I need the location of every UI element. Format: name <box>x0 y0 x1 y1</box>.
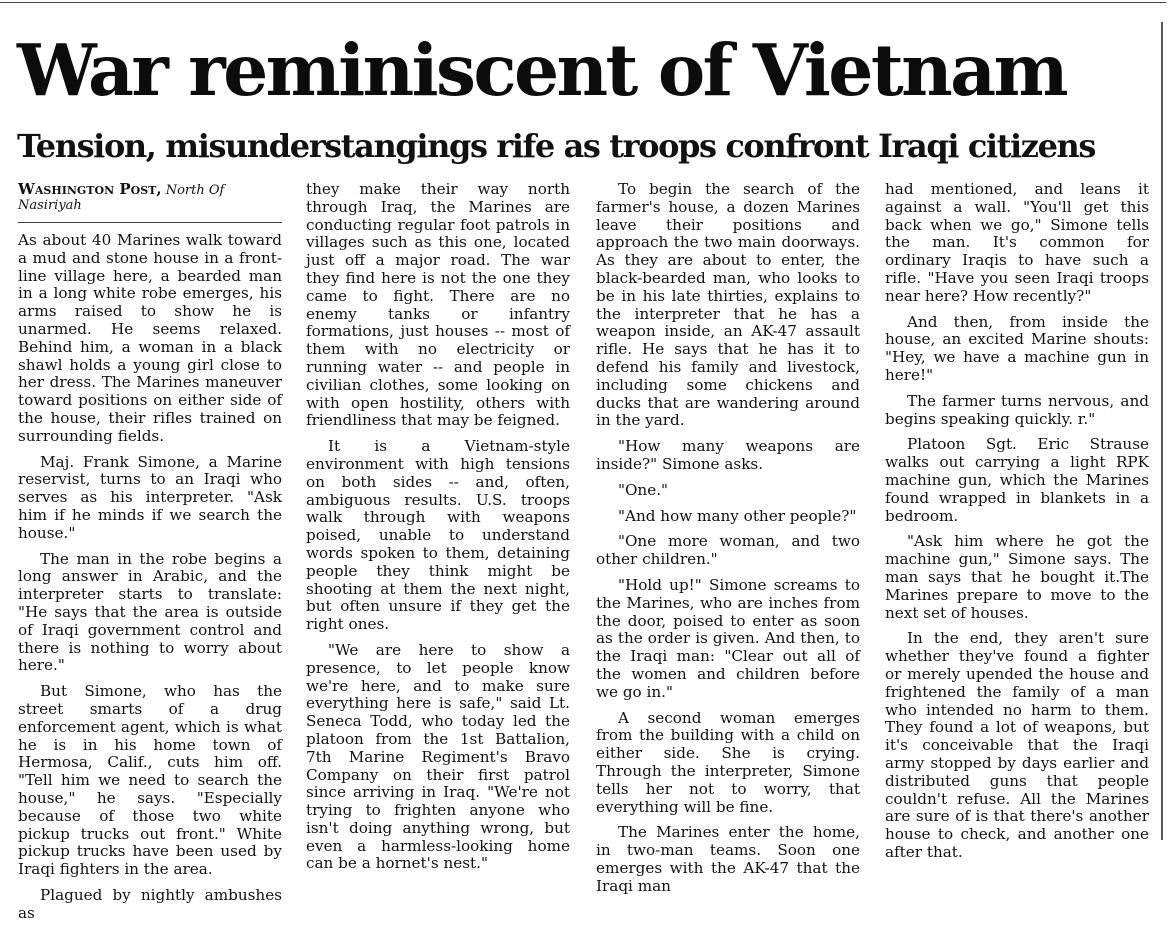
article-column-4 <box>885 181 1149 870</box>
paragraph: To begin the search of the farmer's house, a dozen Marines leave their positions and approach the two main doorways. As they are about to enter, the black-bearded man, who looks to be in his late thirties, explains to the interpreter that he has a weapon inside, an AK-47 assault rifle. He says that he has it to defend his family and livestock, including some chickens and ducks that are wandering around in the yard. <box>596 180 860 430</box>
paragraph: had mentioned, and leans it against a wall. "You'll get this back when we go," Simone tells the man. It's common for ordinary Iraqis to have such a rifle. "Have you seen Iraqi troops near here? How recently?" <box>885 180 1149 305</box>
paragraph: Maj. Frank Simone, a Marine reservist, turns to an Iraqi who serves as his interpreter. "Ask him if he minds if we search the house." <box>18 452 282 542</box>
right-column-rule <box>1161 22 1163 840</box>
byline-location: North Of Nasiriyah <box>18 183 225 213</box>
paragraph: It is a Vietnam-style environment with high tensions on both sides -- and, often, ambiguous results. U.S. troops walk through with weapons poised, unable to understand words spoken to them, detaining people they think might be shooting at them the next night, but often unsure if they get the right ones. <box>306 437 570 634</box>
paragraph: "And how many other people?" <box>618 506 857 525</box>
paragraph: they make their way north through Iraq, the Marines are conducting regular foot patrols in villages such as this one, located just off a major road. The war they find here is not the one they came to fight. There are no enemy tanks or infantry formations, just houses -- most of them with no electricity or running water -- and people in civilian clothes, some looking on with open hostility, others with friendliness that may be feigned. <box>306 180 570 430</box>
paragraph: The man in the robe begins a long answer in Arabic, and the interpreter starts to translate: "He says that the area is outside of Iraqi government control and there is nothing to worry about here." <box>18 549 282 675</box>
byline-source: Washington Post, <box>18 180 162 198</box>
paragraph: "One more woman, and two other children." <box>596 532 860 569</box>
paragraph: In the end, they aren't sure whether they've found a fighter or merely upended the house and frightened the family of a man who intended no harm to them. They found a lot of weapons, but it's conceivable that the Iraqi army stopped by days earlier and distributed guns that people couldn't refuse. All the Marines are sure of is that there's another house to check, and another one after that. <box>885 629 1149 861</box>
paragraph: The farmer turns nervous, and begins speaking quickly. r." <box>885 391 1149 428</box>
byline <box>18 182 280 213</box>
headline: War reminiscent of Vietnam <box>17 28 1067 112</box>
subheadline: Tension, misunderstangings rife as troops confront Iraqi citizens <box>17 127 1096 165</box>
article-column-2 <box>306 181 570 881</box>
paragraph: But Simone, who has the street smarts of a drug enforcement agent, which is what he is in his home town of Hermosa, Calif., cuts him off. "Tell him we need to search the house," he says. "Especially because of those two white pickup trucks out front." White pickup trucks have been used by Iraqi fighters in the area. <box>18 682 282 879</box>
paragraph: As about 40 Marines walk toward a mud and stone house in a front-line village here, a bearded man in a long white robe emerges, his arms raised to show he is unarmed. He seems relaxed. Behind him, a woman in a black shawl holds a young girl close to her dress. The Marines maneuver toward positions on either side of the house, their rifles trained on surrounding fields. <box>18 231 282 445</box>
paragraph: And then, from inside the house, an excited Marine shouts: "Hey, we have a machine gun in here!" <box>885 312 1149 384</box>
top-rule <box>0 2 1166 3</box>
paragraph: "One." <box>618 480 669 499</box>
paragraph: The Marines enter the home, in two-man teams. Soon one emerges with the AK-47 that the Iraqi man <box>596 823 860 895</box>
paragraph: "How many weapons are inside?" Simone asks. <box>596 437 860 473</box>
paragraph: "We are here to show a presence, to let people know we're here, and to make sure everything here is safe," said Lt. Seneca Todd, who today led the platoon from the 1st Battalion, 7th Marine Regiment's Bravo Company on their first patrol since arriving in Iraq. "We're not trying to frighten anyone who isn't doing anything wrong, but even a harmless-looking home can be a hornet's nest." <box>306 640 570 873</box>
article-column-1 <box>18 232 282 930</box>
article-column-3 <box>596 181 860 903</box>
byline-rule <box>18 222 282 223</box>
paragraph: Platoon Sgt. Eric Strause walks out carrying a light RPK machine gun, which the Marines found wrapped in blankets in a bedroom. <box>885 435 1149 525</box>
paragraph: "Ask him where he got the machine gun," Simone says. The man says that he bought it.The Marines prepare to move to the next set of houses. <box>885 532 1149 622</box>
paragraph: "Hold up!" Simone screams to the Marines, who are inches from the door, poised to enter as soon as the order is given. And then, to the Iraqi man: "Clear out all of the women and children before we go in." <box>596 575 860 701</box>
paragraph: A second woman emerges from the building with a child on either side. She is crying. Through the interpreter, Simone tells her not to worry, that everything will be fine. <box>596 708 860 816</box>
paragraph: Plagued by nightly ambushes as <box>18 885 282 922</box>
